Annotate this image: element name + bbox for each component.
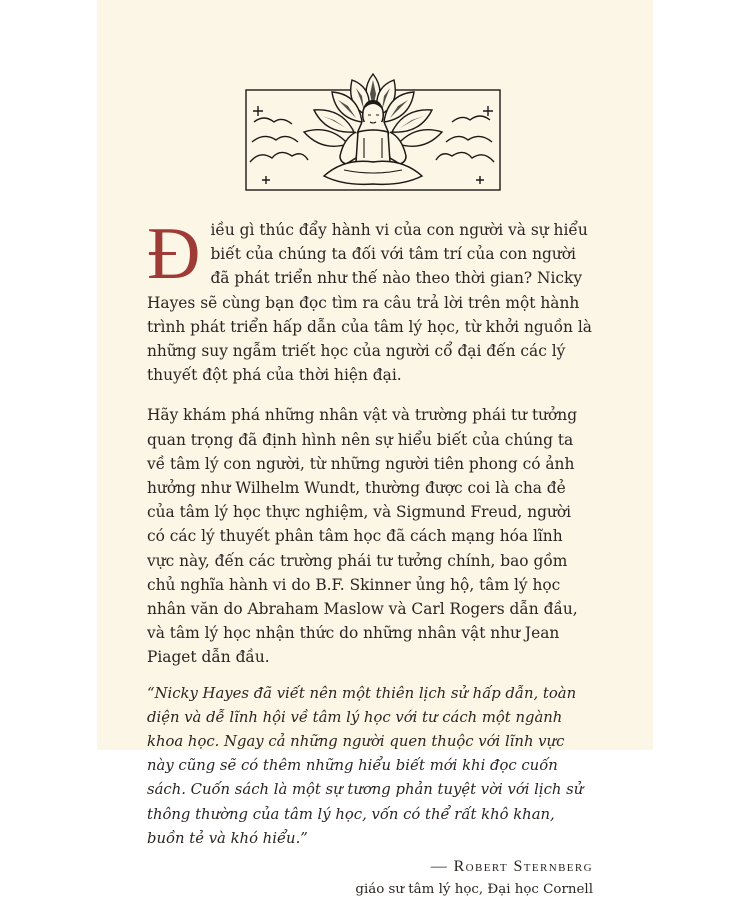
quote-attribution: [147, 855, 593, 901]
intro-text: iều gì thúc đẩy hành vi của con người và sự hiểu biết của chúng ta đối với tâm trí của con người đã phát triển như thế nào theo thời gian? Nicky Hayes sẽ cùng bạn đọc tìm ra câu trả lời trên một hành trình phát triển hấp dẫn của tâm lý học, từ khởi nguồn là những suy ngẫm triết học của người cổ đại đến các lý thuyết đột phá của thời hiện đại.: [147, 221, 592, 385]
attribution-dash: —: [430, 858, 454, 876]
quote-author: Robert Sternberg: [453, 858, 593, 876]
body-paragraph: Hãy khám phá những nhân vật và trường phái tư tưởng quan trọng đã định hình nên sự hiểu biết của chúng ta về tâm lý con người, từ những người tiên phong có ảnh hưởng như Wilhelm Wundt, thường được coi là cha đẻ của tâm lý học thực nghiệm, và Sigmund Freud, người có các lý thuyết phân tâm học đã cách mạng hóa lĩnh vực này, đến các trường phái tư tưởng chính, bao gồm chủ nghĩa hành vi do B.F. Skinner ủng hộ, tâm lý học nhân văn do Abraham Maslow và Carl Rogers dẫn đầu, và tâm lý học nhận thức do những nhân vật như Jean Piaget dẫn đầu.: [147, 406, 578, 667]
meditating-figure-lotus-illustration: [244, 72, 502, 194]
description-text: [147, 213, 593, 901]
intro-paragraph: [147, 213, 593, 387]
review-quote: “Nicky Hayes đã viết nên một thiên lịch sử hấp dẫn, toàn diện và dễ lĩnh hội về tâm lý học với tư cách một ngành khoa học. Ngay cả những người quen thuộc với lĩnh vực này cũng sẽ có thêm những hiểu biết mới khi đọc cuốn sách. Cuốn sách là một sự tương phản tuyệt vời với lịch sử thông thường của tâm lý học, vốn có thể rất khô khan, buồn tẻ và khó hiểu.”: [147, 684, 584, 847]
drop-cap-letter: Đ: [147, 213, 201, 295]
book-back-cover: [97, 0, 653, 898]
quote-author-line: [147, 855, 593, 879]
quote-author-title: giáo sư tâm lý học, Đại học Cornell: [355, 882, 593, 898]
